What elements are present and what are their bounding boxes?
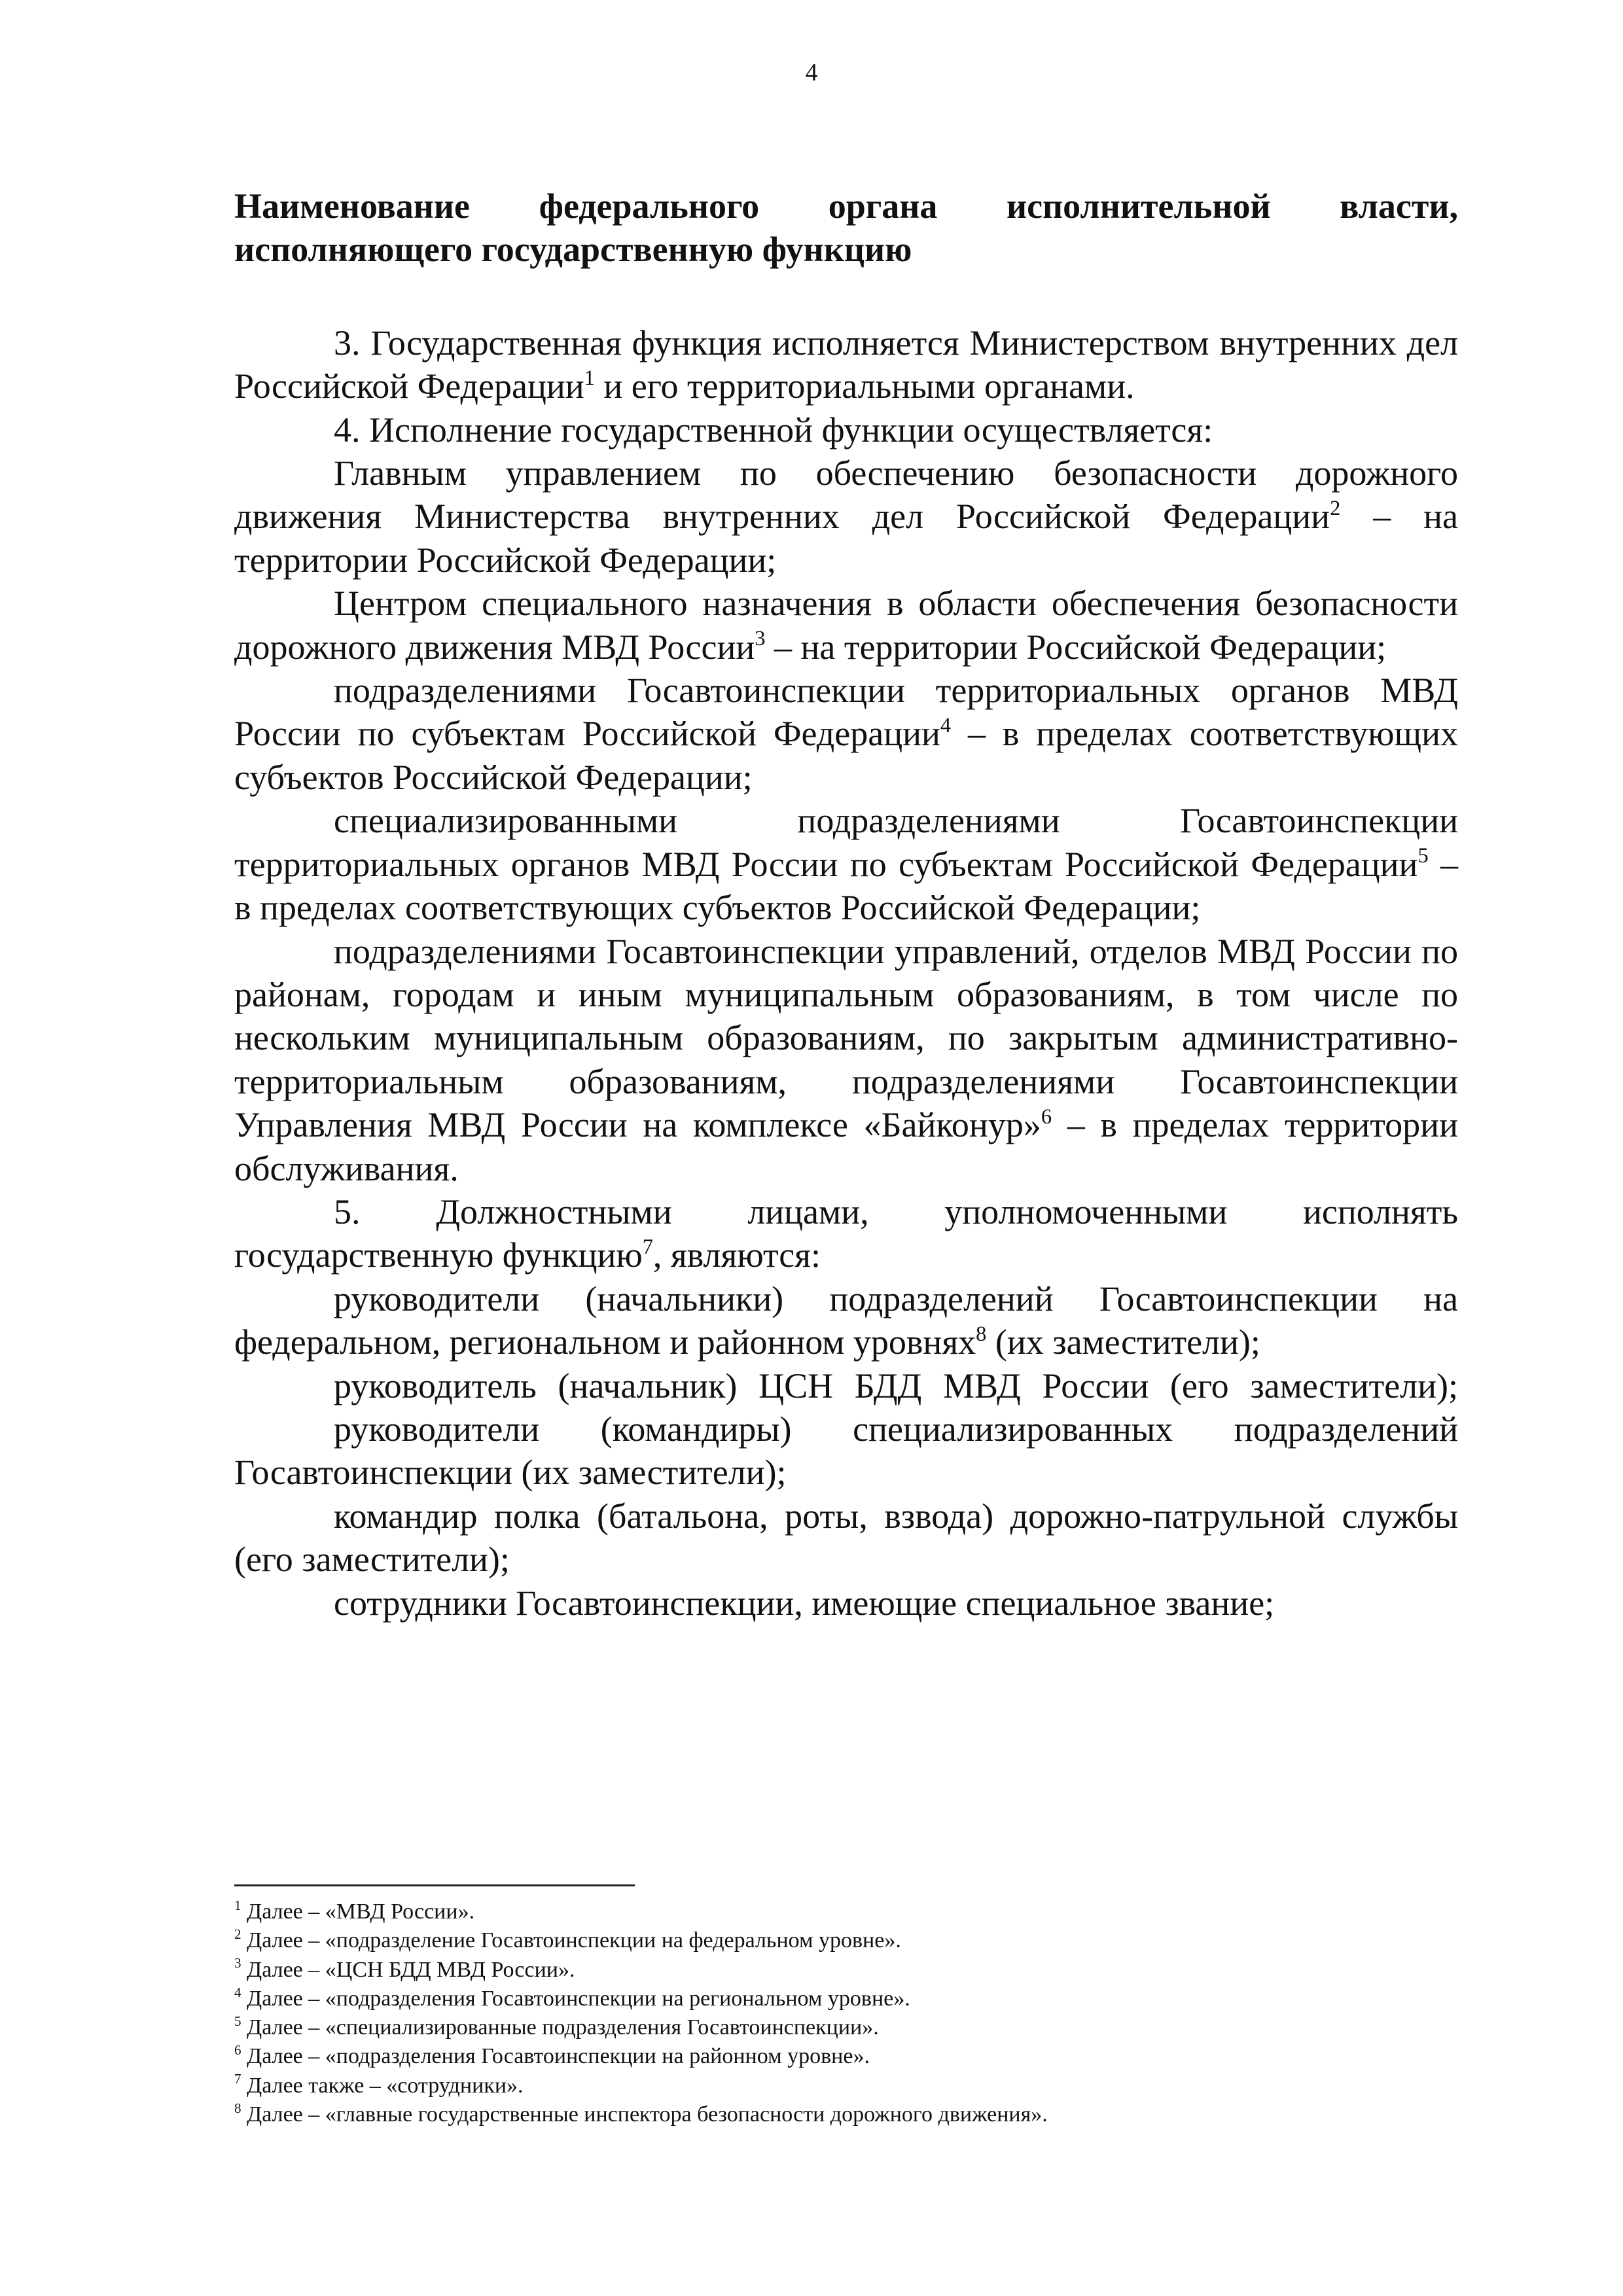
footnote-ref: 5 (1418, 844, 1429, 868)
paragraph (234, 799, 1458, 929)
paragraph-text: и его территориальными органами. (594, 366, 1135, 406)
footnote (234, 2042, 1458, 2071)
paragraph (234, 669, 1458, 799)
paragraph-text: руководители (командиры) специализированных подразделений Госавтоинспекции (их заместители); (234, 1409, 1458, 1492)
footnote-text: Далее – «МВД России». (241, 1899, 475, 1924)
section-heading: Наименование федерального органа исполнительной власти, исполняющего государственную функцию (234, 186, 1458, 270)
paragraph (234, 1581, 1458, 1625)
paragraph (234, 1407, 1458, 1494)
footnote-mark: 4 (234, 1984, 241, 2000)
footnote-ref: 7 (642, 1235, 653, 1259)
footnote (234, 2072, 1458, 2100)
paragraph (234, 321, 1458, 408)
paragraph-text: 4. Исполнение государственной функции осуществляется: (334, 410, 1213, 450)
footnote-ref: 3 (755, 627, 766, 651)
footnote (234, 2100, 1458, 2129)
footnote-mark: 3 (234, 1955, 241, 1971)
footnote-text: Далее также – «сотрудники». (241, 2073, 524, 2098)
paragraph-text: – на территории Российской Федерации; (765, 627, 1387, 667)
footnote-mark: 2 (234, 1926, 241, 1942)
paragraph-text: – в пределах территории обслуживания. (234, 1105, 1458, 1188)
paragraph-text: 5. Должностными лицами, уполномоченными исполнять государственную функцию (234, 1192, 1458, 1275)
footnote-list (234, 1898, 1458, 2129)
footnote-mark: 6 (234, 2042, 241, 2058)
document-body (234, 185, 1458, 1625)
footnote-ref: 4 (940, 713, 952, 737)
footnote-text: Далее – «подразделение Госавтоинспекции на федеральном уровне». (241, 1928, 901, 1953)
paragraph-text: сотрудники Госавтоинспекции, имеющие специальное звание; (334, 1583, 1275, 1623)
footnote-ref: 8 (976, 1322, 987, 1346)
footnote-text: Далее – «специализированные подразделения Госавтоинспекции». (241, 2015, 879, 2040)
footnote-text: Далее – «ЦСН БДД МВД России». (241, 1957, 575, 1982)
footnote-ref: 6 (1041, 1104, 1052, 1129)
paragraph-text: руководитель (начальник) ЦСН БДД МВД России (его заместители); (334, 1366, 1458, 1405)
footnote-text: Далее – «главные государственные инспектора безопасности дорожного движения». (241, 2102, 1048, 2127)
paragraph-text: Главным управлением по обеспечению безопасности дорожного движения Министерства внутренних дел Российской Федерации (234, 453, 1458, 537)
paragraph-text: – на территории Российской Федерации; (234, 497, 1458, 580)
footnote-text: Далее – «подразделения Госавтоинспекции на региональном уровне». (241, 1986, 910, 2011)
paragraph-text: командир полка (батальона, роты, взвода) дорожно-патрульной службы (его заместители); (234, 1496, 1458, 1580)
footnote-mark: 8 (234, 2100, 241, 2116)
paragraph (234, 451, 1458, 582)
paragraph (234, 1277, 1458, 1364)
paragraph-text: , являются: (652, 1235, 821, 1275)
footnote-mark: 7 (234, 2071, 241, 2087)
paragraph-text: (их заместители); (986, 1322, 1260, 1362)
footnote-ref: 1 (584, 366, 595, 390)
paragraph (234, 408, 1458, 451)
footnote (234, 1985, 1458, 2013)
paragraph-text: 3. Государственная функция исполняется Министерством внутренних дел Российской Федерации (234, 323, 1458, 406)
footnote (234, 1898, 1458, 1926)
footnote-separator (234, 1884, 635, 1886)
paragraph-text: специализированными подразделениями Госавтоинспекции территориальных органов МВД России по субъектам Российской Федерации (234, 801, 1458, 884)
paragraph-text: руководители (начальники) подразделений Госавтоинспекции на федеральном, региональном и районном уровнях (234, 1279, 1458, 1362)
paragraph (234, 930, 1458, 1190)
paragraph (234, 1364, 1458, 1407)
paragraph-text: – в пределах соответствующих субъектов Российской Федерации; (234, 844, 1458, 928)
paragraph-text: подразделениями Госавтоинспекции управлений, отделов МВД России по районам, городам и иным муниципальным образованиям, в том числе по нескольким муниципальным образованиям, по закрытым административно-территориальным образованиям, подразделениями Госавтоинспекции Управления МВД России на комплексе «Байконур» (234, 931, 1458, 1145)
footnote (234, 2013, 1458, 2042)
footnote (234, 1956, 1458, 1985)
page-number: 4 (805, 59, 818, 86)
footnote-ref: 2 (1330, 496, 1341, 520)
footnote (234, 1926, 1458, 1955)
footnote-mark: 5 (234, 2013, 241, 2029)
paragraph-text: – в пределах соответствующих субъектов Российской Федерации; (234, 714, 1458, 797)
paragraph (234, 582, 1458, 669)
paragraph-text: Центром специального назначения в области обеспечения безопасности дорожного движения МВД России (234, 584, 1458, 667)
footnote-text: Далее – «подразделения Госавтоинспекции на районном уровне». (241, 2044, 870, 2069)
footnote-mark: 1 (234, 1897, 241, 1913)
paragraph (234, 1494, 1458, 1581)
paragraph-list (234, 321, 1458, 1625)
paragraph (234, 1190, 1458, 1277)
paragraph-text: подразделениями Госавтоинспекции территориальных органов МВД России по субъектам Российской Федерации (234, 671, 1458, 754)
